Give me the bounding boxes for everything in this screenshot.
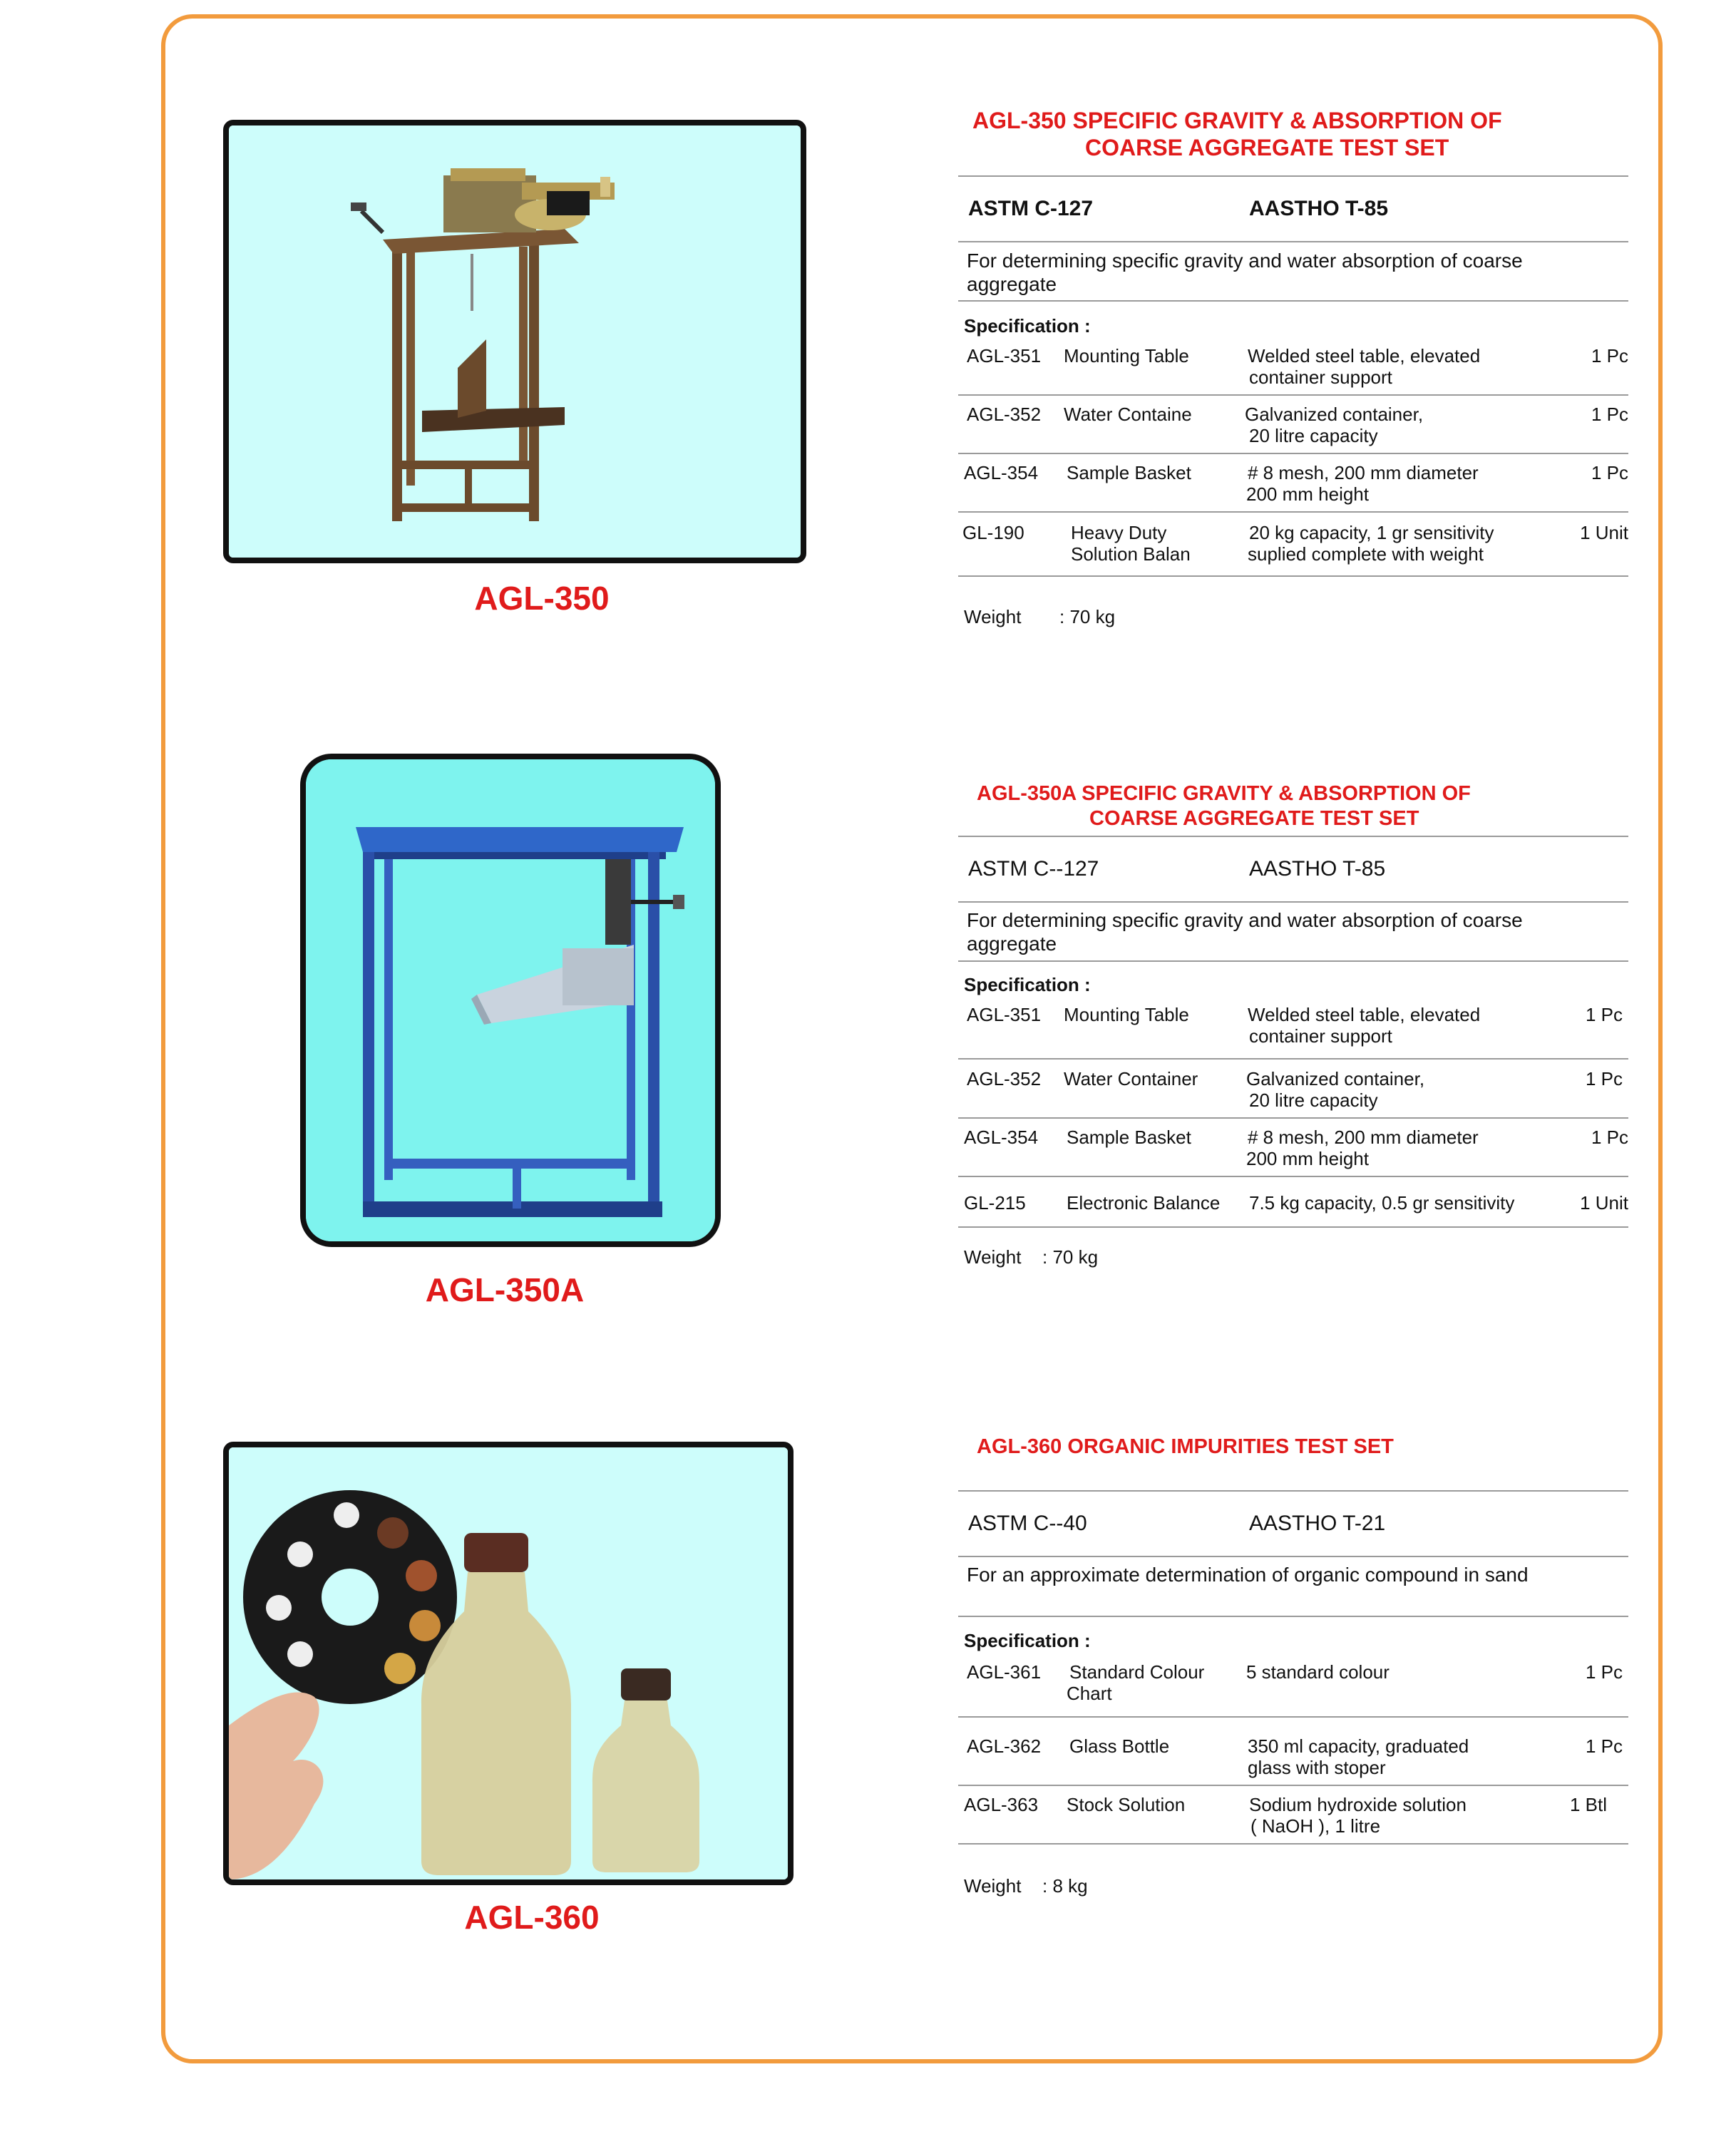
item-detail: 200 mm height	[1246, 1148, 1369, 1169]
item-code: AGL-352	[967, 1068, 1042, 1089]
item-qty: 1 Btl	[1569, 1794, 1607, 1815]
item-qty: 1 Pc	[1585, 1004, 1623, 1025]
item-name: Heavy Duty	[1071, 522, 1167, 543]
item-code: AGL-354	[964, 462, 1039, 483]
item-detail: 5 standard colour	[1246, 1661, 1390, 1683]
title-line-2: COARSE AGGREGATE TEST SET	[1085, 135, 1449, 160]
item-detail: Welded steel table, elevated	[1248, 1004, 1481, 1025]
item-code: AGL-354	[964, 1127, 1039, 1148]
specification-label: Specification :	[964, 1630, 1091, 1651]
item-detail: 20 litre capacity	[1249, 1089, 1378, 1111]
standard-aastho: AASTHO T-85	[1249, 857, 1386, 881]
spec-table-agl-350	[958, 175, 1628, 639]
product-photo-agl-360	[223, 1442, 793, 1885]
item-detail: Welded steel table, elevated	[1248, 345, 1481, 366]
item-name: Chart	[1067, 1683, 1112, 1704]
item-detail: 20 kg capacity, 1 gr sensitivity	[1249, 522, 1494, 543]
standard-aastho: AASTHO T-21	[1249, 1512, 1386, 1535]
item-code: GL-190	[962, 522, 1024, 543]
product-description: For determining specific gravity and water absorption of coarse aggregate	[967, 909, 1523, 955]
item-qty: 1 Pc	[1591, 404, 1628, 425]
item-name: Glass Bottle	[1069, 1735, 1170, 1757]
product-photo-agl-350a	[300, 754, 721, 1247]
item-name: Standard Colour	[1069, 1661, 1205, 1683]
product-caption: AGL-360	[464, 1899, 600, 1936]
product-title	[972, 107, 1502, 161]
item-qty: 1 Pc	[1591, 345, 1628, 366]
item-code: AGL-351	[967, 1004, 1042, 1025]
item-name: Sample Basket	[1067, 1127, 1191, 1148]
standard-aastho: AASTHO T-85	[1249, 197, 1389, 220]
item-detail: 20 litre capacity	[1249, 425, 1378, 446]
weight-label: Weight	[964, 1246, 1022, 1268]
item-code: GL-215	[964, 1192, 1026, 1214]
standard-astm: ASTM C--127	[968, 857, 1099, 881]
title-line-1: AGL-350A SPECIFIC GRAVITY & ABSORPTION OF	[977, 782, 1471, 805]
item-detail: glass with stoper	[1248, 1757, 1386, 1778]
item-name: Mounting Table	[1064, 1004, 1189, 1025]
specific-gravity-frame-illustration	[229, 125, 801, 558]
standard-astm: ASTM C--40	[968, 1512, 1087, 1535]
product-description: For determining specific gravity and water absorption of coarse aggregate	[967, 250, 1523, 295]
weight-label: Weight	[964, 606, 1022, 627]
item-qty: 1 Unit	[1580, 1192, 1628, 1214]
weight-value: : 70 kg	[1042, 1246, 1099, 1268]
item-detail: # 8 mesh, 200 mm diameter	[1248, 462, 1479, 483]
item-code: AGL-362	[967, 1735, 1042, 1757]
spec-table-agl-360	[958, 1490, 1628, 1918]
item-detail: ( NaOH ), 1 litre	[1250, 1815, 1381, 1837]
item-detail: Galvanized container,	[1246, 1068, 1425, 1089]
product-title	[977, 781, 1471, 831]
organic-impurities-kit-illustration	[229, 1447, 788, 1879]
item-name: Water Container	[1064, 1068, 1198, 1089]
item-name: Solution Balan	[1071, 543, 1191, 565]
specification-label: Specification :	[964, 974, 1091, 995]
item-detail: container support	[1249, 366, 1392, 388]
item-detail: container support	[1249, 1025, 1392, 1047]
item-detail: suplied complete with weight	[1248, 543, 1484, 565]
item-name: Sample Basket	[1067, 462, 1191, 483]
item-detail: 200 mm height	[1246, 483, 1369, 505]
specification-label: Specification :	[964, 315, 1091, 337]
item-code: AGL-352	[967, 404, 1042, 425]
item-detail: Sodium hydroxide solution	[1249, 1794, 1467, 1815]
item-name: Stock Solution	[1067, 1794, 1186, 1815]
standard-astm: ASTM C-127	[968, 197, 1094, 220]
item-name: Mounting Table	[1064, 345, 1189, 366]
spec-table-agl-350a	[958, 836, 1628, 1278]
item-code: AGL-361	[967, 1661, 1042, 1683]
title-line-2: COARSE AGGREGATE TEST SET	[1089, 807, 1419, 830]
item-detail: 350 ml capacity, graduated	[1248, 1735, 1469, 1757]
item-qty: 1 Pc	[1585, 1661, 1623, 1683]
product-photo-agl-350	[223, 120, 806, 563]
blue-frame-stand-illustration	[306, 759, 715, 1241]
product-caption: AGL-350	[474, 580, 610, 617]
weight-value: : 8 kg	[1042, 1875, 1088, 1897]
item-name: Water Containe	[1064, 404, 1192, 425]
product-title	[977, 1435, 1394, 1460]
title-line-1: AGL-360 ORGANIC IMPURITIES TEST SET	[977, 1435, 1394, 1458]
product-description: For an approximate determination of organic compound in sand	[967, 1564, 1529, 1586]
item-code: AGL-351	[967, 345, 1042, 366]
item-code: AGL-363	[964, 1794, 1039, 1815]
item-name: Electronic Balance	[1067, 1192, 1221, 1214]
title-line-1: AGL-350 SPECIFIC GRAVITY & ABSORPTION OF	[972, 108, 1502, 133]
weight-label: Weight	[964, 1875, 1022, 1897]
weight-value: : 70 kg	[1059, 606, 1116, 627]
item-detail: 7.5 kg capacity, 0.5 gr sensitivity	[1249, 1192, 1515, 1214]
item-detail: # 8 mesh, 200 mm diameter	[1248, 1127, 1479, 1148]
item-qty: 1 Unit	[1580, 522, 1628, 543]
item-qty: 1 Pc	[1585, 1735, 1623, 1757]
item-detail: Galvanized container,	[1245, 404, 1424, 425]
item-qty: 1 Pc	[1591, 1127, 1628, 1148]
item-qty: 1 Pc	[1591, 462, 1628, 483]
item-qty: 1 Pc	[1585, 1068, 1623, 1089]
product-caption: AGL-350A	[425, 1271, 585, 1308]
